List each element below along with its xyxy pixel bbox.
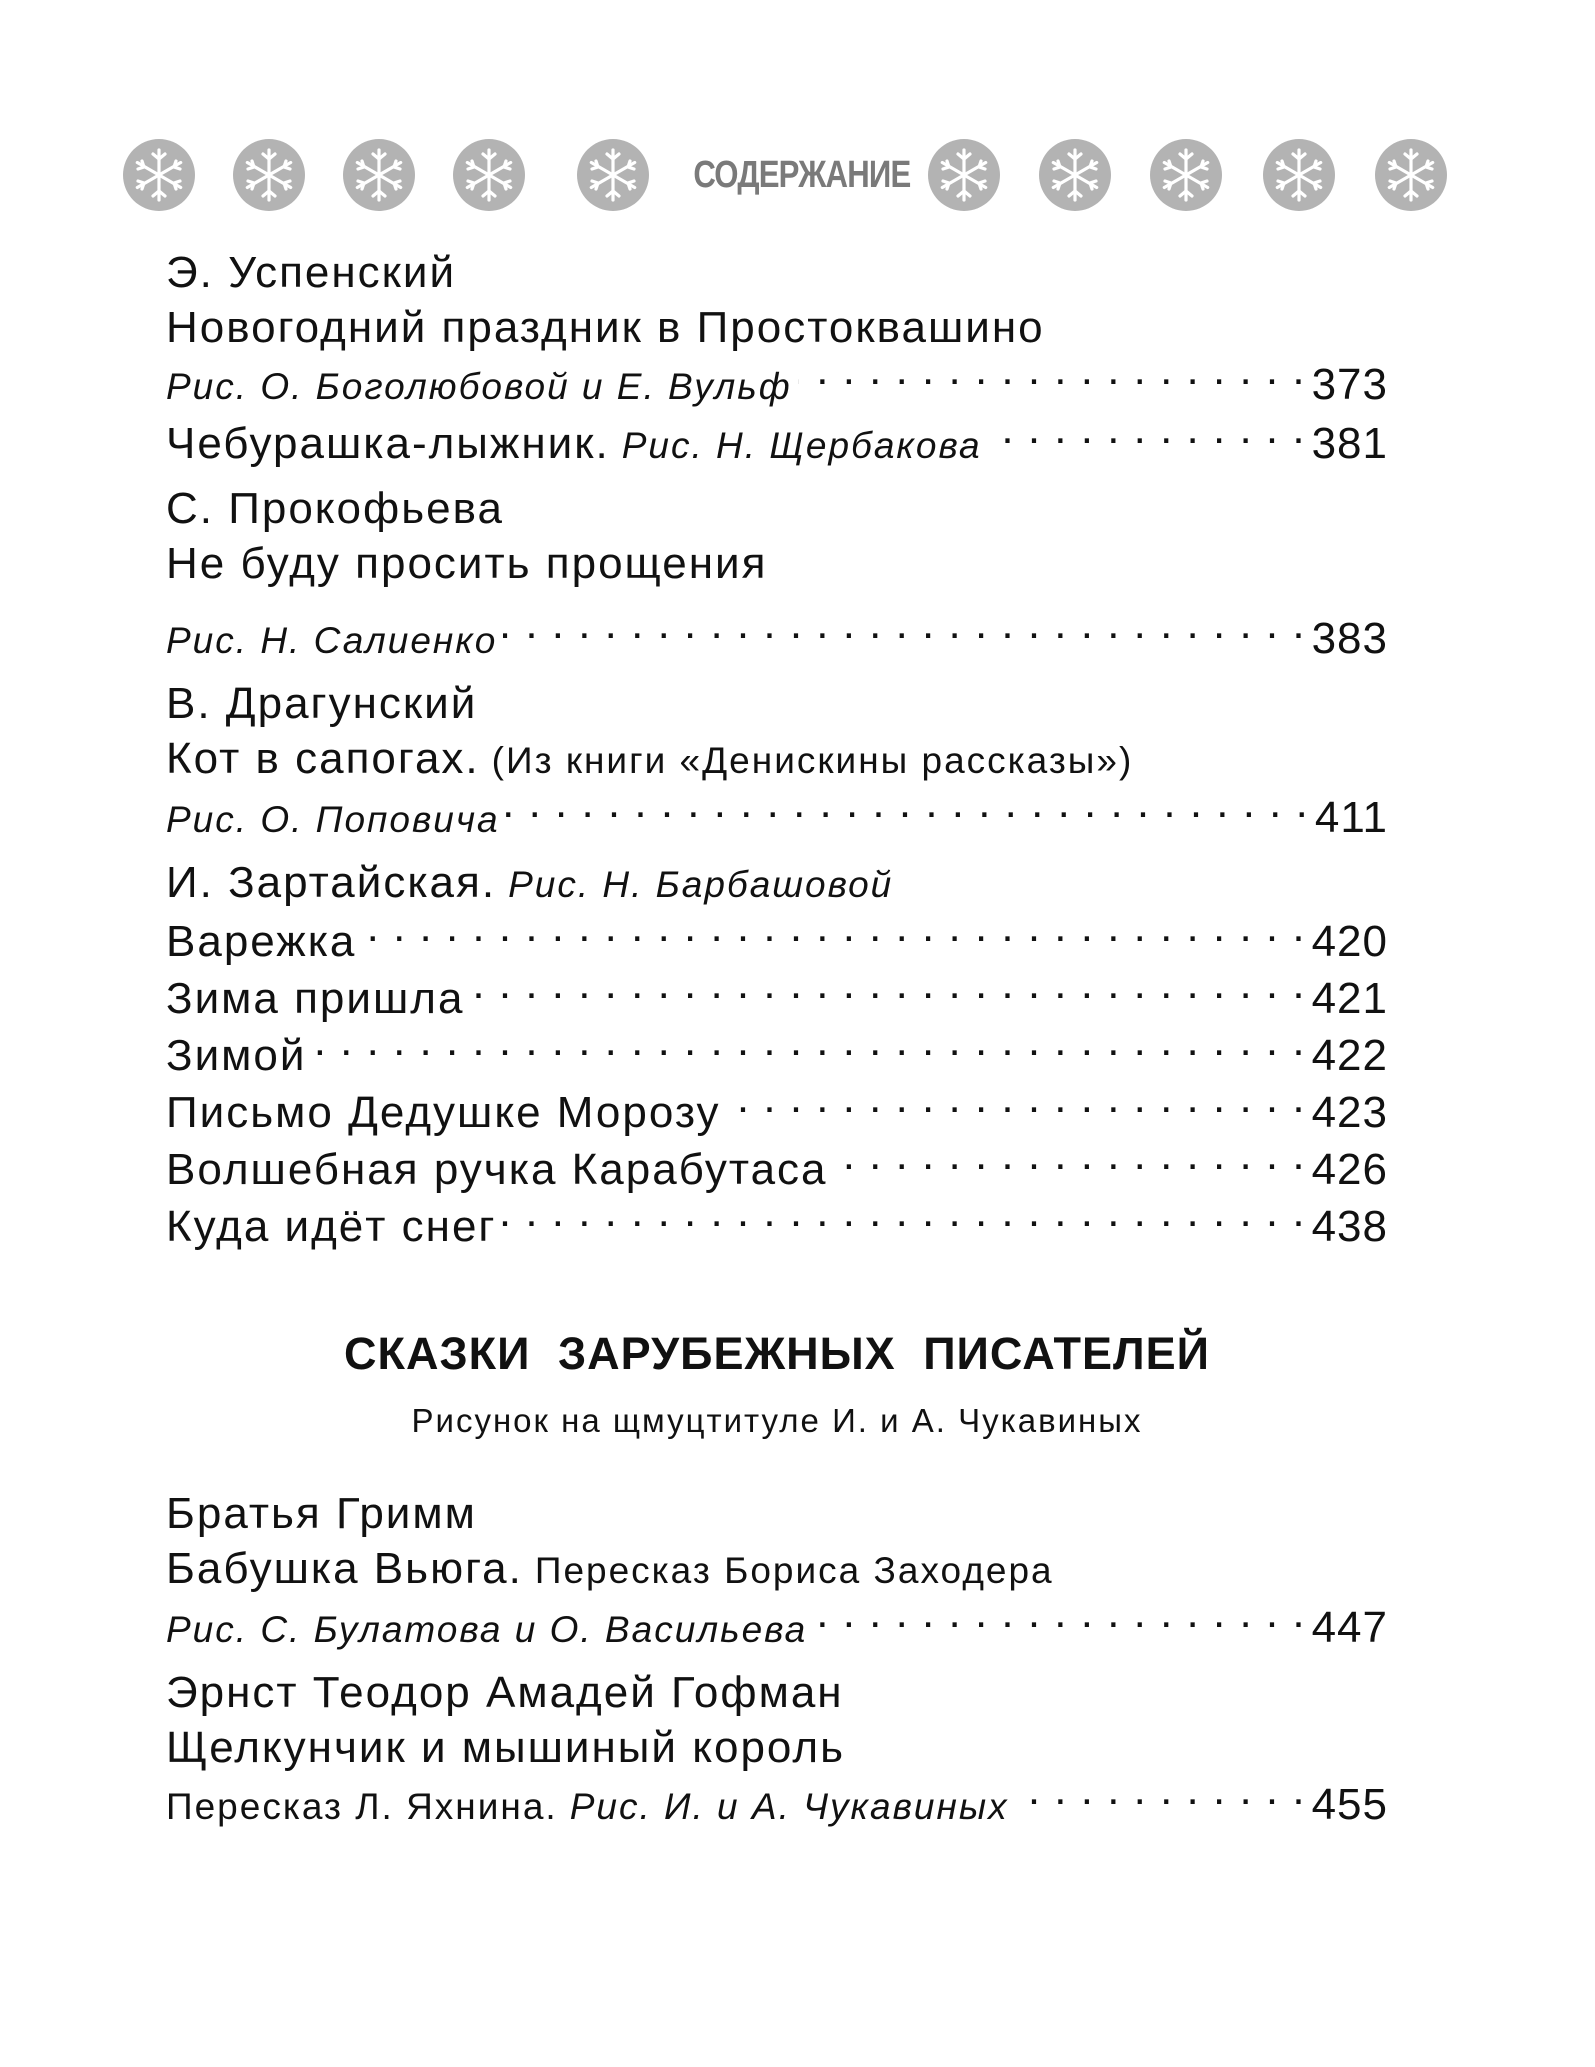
toc-entry-row[interactable]	[166, 1026, 1388, 1083]
page-number: 447	[1311, 1603, 1388, 1652]
entry-title: Зима пришла	[166, 974, 465, 1023]
entry-title: Волшебная ручка Карабутаса	[166, 1145, 828, 1194]
entry-title: Щелкунчик и мышиный король	[166, 1723, 846, 1772]
entry-title: Кот в сапогах.	[166, 734, 480, 783]
author-zartayskaya	[166, 855, 1388, 912]
toc-entry-title	[166, 731, 1388, 788]
toc-entry-row[interactable]	[166, 1775, 1388, 1834]
page-number: 422	[1311, 1031, 1388, 1080]
page-number: 411	[1314, 793, 1388, 842]
author-uspensky	[166, 245, 1388, 300]
page-number: 421	[1311, 974, 1388, 1023]
page-number: 423	[1311, 1088, 1388, 1137]
toc-entry-row[interactable]	[166, 1140, 1388, 1197]
dot-leader	[1015, 1775, 1306, 1819]
entry-title: Новогодний праздник в Простоквашино	[166, 303, 1045, 352]
entry-note: (Из книги «Денискины рассказы»)	[491, 740, 1134, 781]
dot-leader	[988, 414, 1306, 458]
illustrator-credit: Рис. Н. Салиенко	[166, 620, 498, 661]
entry-title: Варежка	[166, 917, 357, 966]
dot-leader	[312, 1026, 1305, 1070]
author-name: Эрнст Теодор Амадей Гофман	[166, 1668, 844, 1717]
page-number: 381	[1311, 419, 1388, 468]
toc-entry-row[interactable]	[166, 414, 1388, 473]
entry-title: Чебурашка-лыжник.	[166, 419, 610, 468]
entry-note: Пересказ Л. Яхнина.	[166, 1786, 558, 1827]
entry-title: Бабушка Вьюга.	[166, 1544, 523, 1593]
snowflake-icon	[1374, 138, 1448, 212]
snowflake-icon	[232, 138, 306, 212]
page-title: СОДЕРЖАНИЕ	[693, 154, 911, 196]
page-number: 438	[1311, 1202, 1388, 1251]
page-number: 383	[1311, 614, 1388, 663]
snowflake-icon	[342, 138, 416, 212]
toc-entry-row[interactable]	[166, 609, 1388, 668]
snowflake-icon	[927, 138, 1001, 212]
toc-entry-title	[166, 300, 1388, 355]
page-number: 373	[1311, 360, 1388, 409]
author-hoffmann	[166, 1665, 1388, 1720]
illustrator-credit: Рис. С. Булатова и О. Васильева	[166, 1609, 808, 1650]
toc-entry-title	[166, 1541, 1388, 1598]
author-name: В. Драгунский	[166, 679, 478, 728]
entry-title: Зимой	[166, 1031, 307, 1080]
illustrator-credit: Рис. Н. Барбашовой	[508, 864, 894, 905]
page-number: 426	[1311, 1145, 1388, 1194]
toc-entry-row[interactable]	[166, 969, 1388, 1026]
page-header	[122, 138, 1462, 218]
snowflake-icon	[576, 138, 650, 212]
toc-entry-row[interactable]	[166, 1083, 1388, 1140]
dot-leader	[502, 1197, 1305, 1241]
snowflake-icon	[122, 138, 196, 212]
author-name: И. Зартайская.	[166, 858, 497, 907]
section-heading: СКАЗКИ ЗАРУБЕЖНЫХ ПИСАТЕЛЕЙ	[344, 1328, 1210, 1379]
snowflake-icon	[1149, 138, 1223, 212]
snowflake-icon	[1038, 138, 1112, 212]
illustrator-credit: Рис. Н. Щербакова	[621, 425, 982, 466]
table-of-contents	[166, 245, 1388, 1834]
toc-entry-row[interactable]	[166, 355, 1388, 414]
toc-entry-title	[166, 1720, 1388, 1775]
dot-leader	[503, 609, 1305, 653]
author-name: Э. Успенский	[166, 248, 457, 297]
toc-entry-title	[166, 536, 1388, 591]
toc-entry-row[interactable]	[166, 1197, 1388, 1254]
snowflake-icon	[1262, 138, 1336, 212]
author-prokofieva	[166, 481, 1388, 536]
page-number: 455	[1311, 1780, 1388, 1829]
dot-leader	[798, 355, 1306, 399]
page-number: 420	[1311, 917, 1388, 966]
author-name: С. Прокофьева	[166, 484, 504, 533]
dot-leader	[362, 912, 1305, 956]
illustrator-credit: Рис. О. Боголюбовой и Е. Вульф	[166, 366, 792, 407]
entry-title: Не буду просить прощения	[166, 539, 768, 588]
entry-title: Куда идёт снег	[166, 1202, 497, 1251]
toc-entry-row[interactable]	[166, 788, 1388, 847]
author-dragunsky	[166, 676, 1388, 731]
snowflake-icon	[452, 138, 526, 212]
dot-leader	[834, 1140, 1306, 1184]
author-name: Братья Гримм	[166, 1489, 477, 1538]
entry-note: Пересказ Бориса Заходера	[534, 1550, 1054, 1591]
toc-entry-row[interactable]	[166, 912, 1388, 969]
dot-leader	[506, 788, 1309, 832]
dot-leader	[470, 969, 1305, 1013]
dot-leader	[813, 1598, 1305, 1642]
toc-entry-row[interactable]	[166, 1598, 1388, 1657]
illustrator-credit: Рис. О. Поповича	[166, 799, 500, 840]
author-grimm	[166, 1486, 1388, 1541]
illustrator-credit: Рис. И. и А. Чукавиных	[569, 1786, 1009, 1827]
dot-leader	[727, 1083, 1306, 1127]
section-subtitle: Рисунок на щмуцтитуле И. и А. Чукавиных	[411, 1402, 1143, 1439]
entry-title: Письмо Дедушке Морозу	[166, 1088, 721, 1137]
